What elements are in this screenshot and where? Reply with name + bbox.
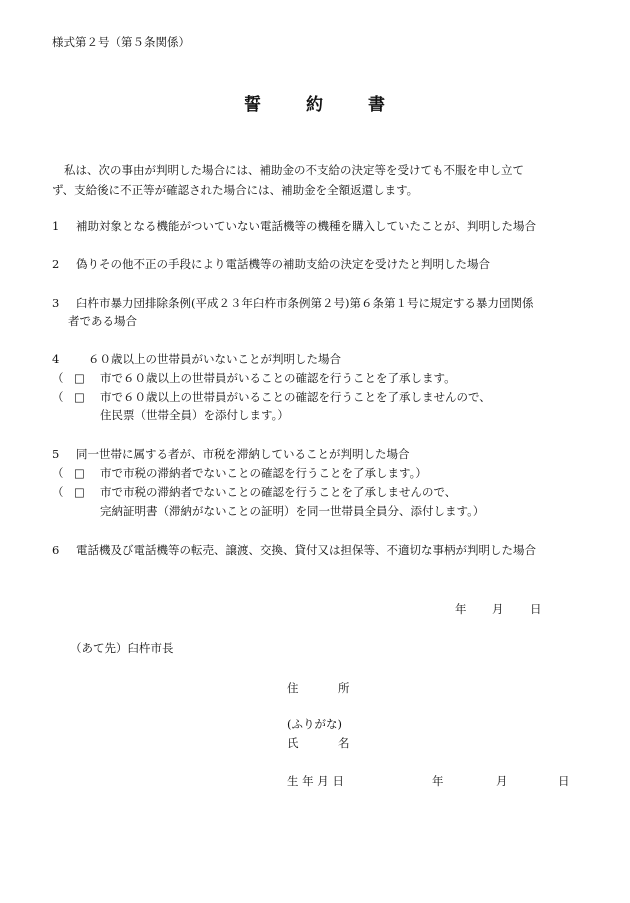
item-text: 電話機及び電話機等の転売、譲渡、交換、貸付又は担保等、不適切な事柄が判明した場合 xyxy=(76,543,536,557)
item-text: 偽りその他不正の手段により電話機等の補助支給の決定を受けたと判明した場合 xyxy=(76,257,490,271)
checkbox-icon[interactable]: □ xyxy=(74,485,85,499)
checkbox-icon[interactable]: □ xyxy=(74,390,85,404)
option-text: 市で市税の滞納者でないことの確認を行うことを了承します。） xyxy=(100,466,427,480)
option-paren: （ xyxy=(52,371,64,385)
item-text: 補助対象となる機能がついていない電話機等の機種を購入していたことが、判明した場合 xyxy=(76,219,536,233)
address-label-1: 住 xyxy=(287,681,299,695)
document-title xyxy=(0,90,630,115)
intro-line-1: 私は、次の事由が判明した場合には、補助金の不支給の決定等を受けても不服を申し立て xyxy=(64,163,524,177)
checkbox-icon[interactable]: □ xyxy=(74,371,85,385)
birth-day-label: 日 xyxy=(558,774,570,788)
item-number: 2 xyxy=(52,257,60,271)
item-text-cont: 者である場合 xyxy=(68,314,137,328)
checkbox-icon[interactable]: □ xyxy=(74,466,85,480)
item-number: 4 xyxy=(52,352,60,366)
title-char: 誓 xyxy=(244,95,262,115)
option-paren: （ xyxy=(52,485,64,499)
item-number: 1 xyxy=(52,219,60,233)
date-month-label: 月 xyxy=(492,602,504,616)
item-text: ６０歳以上の世帯員がいないことが判明した場合 xyxy=(88,352,341,366)
item-text: 臼杵市暴力団排除条例(平成２３年臼杵市条例第２号)第６条第１号に規定する暴力団関係 xyxy=(76,296,534,310)
birthdate-label: 生 年 月 日 xyxy=(287,774,344,788)
option-paren: （ xyxy=(52,390,64,404)
addressee: （あて先）臼杵市長 xyxy=(70,641,174,655)
birth-year-label: 年 xyxy=(432,774,444,788)
furigana-label: (ふりがな) xyxy=(287,717,342,731)
name-label-1: 氏 xyxy=(287,736,299,750)
intro-paragraph xyxy=(52,160,584,200)
address-label-2: 所 xyxy=(338,681,350,695)
option-text: 市で６０歳以上の世帯員がいることの確認を行うことを了承します。 xyxy=(100,371,456,385)
option-text: 市で６０歳以上の世帯員がいることの確認を行うことを了承しませんので、 xyxy=(100,390,491,404)
item-number: 5 xyxy=(52,447,60,461)
intro-line-2: ず、支給後に不正等が確認された場合には、補助金を全額返還します。 xyxy=(52,183,419,197)
date-day-label: 日 xyxy=(530,602,542,616)
name-label-2: 名 xyxy=(338,736,350,750)
option-4b-cont: 住民票（世帯全員）を添付します。） xyxy=(100,408,289,422)
item-text: 同一世帯に属する者が、市税を滞納していることが判明した場合 xyxy=(76,447,410,461)
option-5b-cont: 完納証明書（滞納がないことの証明）を同一世帯員全員分、添付します。） xyxy=(100,504,485,518)
date-year-label: 年 xyxy=(455,602,467,616)
item-number: 3 xyxy=(52,296,60,310)
title-char: 約 xyxy=(306,95,324,115)
item-number: 6 xyxy=(52,543,60,557)
title-char: 書 xyxy=(368,95,386,115)
option-text: 市で市税の滞納者でないことの確認を行うことを了承しませんので、 xyxy=(100,485,457,499)
option-paren: （ xyxy=(52,466,64,480)
form-number: 様式第２号（第５条関係） xyxy=(52,35,190,49)
birth-month-label: 月 xyxy=(496,774,508,788)
